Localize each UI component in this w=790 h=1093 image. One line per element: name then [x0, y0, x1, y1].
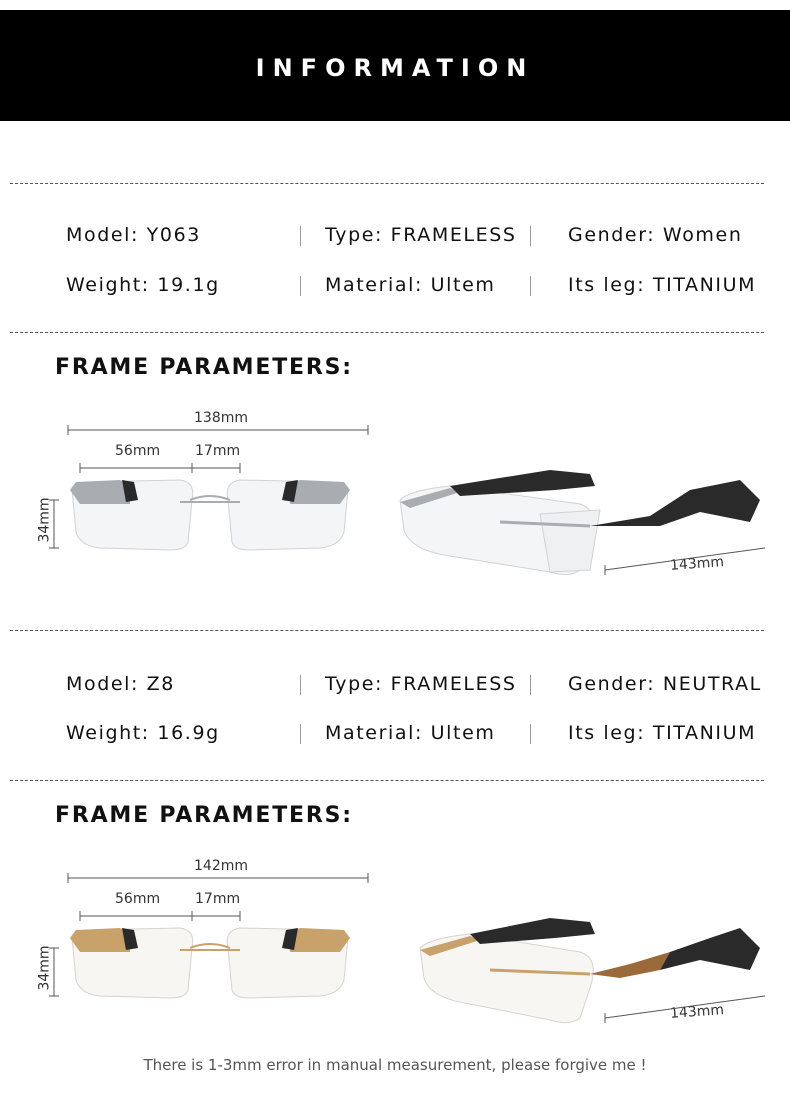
lens-height-label: 34mm	[36, 945, 53, 991]
temple-length-label: 143mm	[669, 554, 725, 574]
type-spec: Type: FRAMELESS	[325, 673, 517, 695]
temple-length-label: 143mm	[669, 1002, 725, 1022]
separator	[300, 276, 301, 296]
total-width-label: 138mm	[194, 410, 248, 426]
separator	[300, 226, 301, 246]
material-spec: Material: Ultem	[325, 722, 496, 744]
separator	[530, 276, 531, 296]
lens-width-label: 56mm	[115, 443, 161, 459]
divider	[10, 780, 764, 781]
glasses-side-view	[390, 460, 780, 590]
gender-spec: Gender: Women	[568, 224, 743, 246]
separator	[530, 226, 531, 246]
separator	[530, 724, 531, 744]
separator	[300, 675, 301, 695]
total-width-label: 142mm	[194, 858, 248, 874]
weight-spec: Weight: 16.9g	[66, 722, 220, 744]
footer-note: There is 1-3mm error in manual measurement, please forgive me !	[143, 1056, 647, 1074]
separator	[530, 675, 531, 695]
glasses-front-view	[30, 868, 380, 1018]
frame-parameters-title: FRAME PARAMETERS:	[55, 355, 353, 380]
divider	[10, 630, 764, 631]
bridge-width-label: 17mm	[195, 443, 241, 459]
model-spec: Model: Y063	[66, 224, 201, 246]
divider	[10, 183, 764, 184]
leg-spec: Its leg: TITANIUM	[568, 274, 757, 296]
weight-spec: Weight: 19.1g	[66, 274, 220, 296]
frame-parameters-title: FRAME PARAMETERS:	[55, 803, 353, 828]
divider	[10, 332, 764, 333]
leg-spec: Its leg: TITANIUM	[568, 722, 757, 744]
banner-title: INFORMATION	[255, 54, 535, 82]
material-spec: Material: Ultem	[325, 274, 496, 296]
type-spec: Type: FRAMELESS	[325, 224, 517, 246]
separator	[300, 724, 301, 744]
glasses-side-view	[390, 908, 780, 1038]
header-banner	[0, 10, 790, 121]
gender-spec: Gender: NEUTRAL	[568, 673, 762, 695]
lens-width-label: 56mm	[115, 891, 161, 907]
lens-height-label: 34mm	[36, 497, 53, 543]
model-spec: Model: Z8	[66, 673, 175, 695]
glasses-front-view	[30, 420, 380, 570]
bridge-width-label: 17mm	[195, 891, 241, 907]
